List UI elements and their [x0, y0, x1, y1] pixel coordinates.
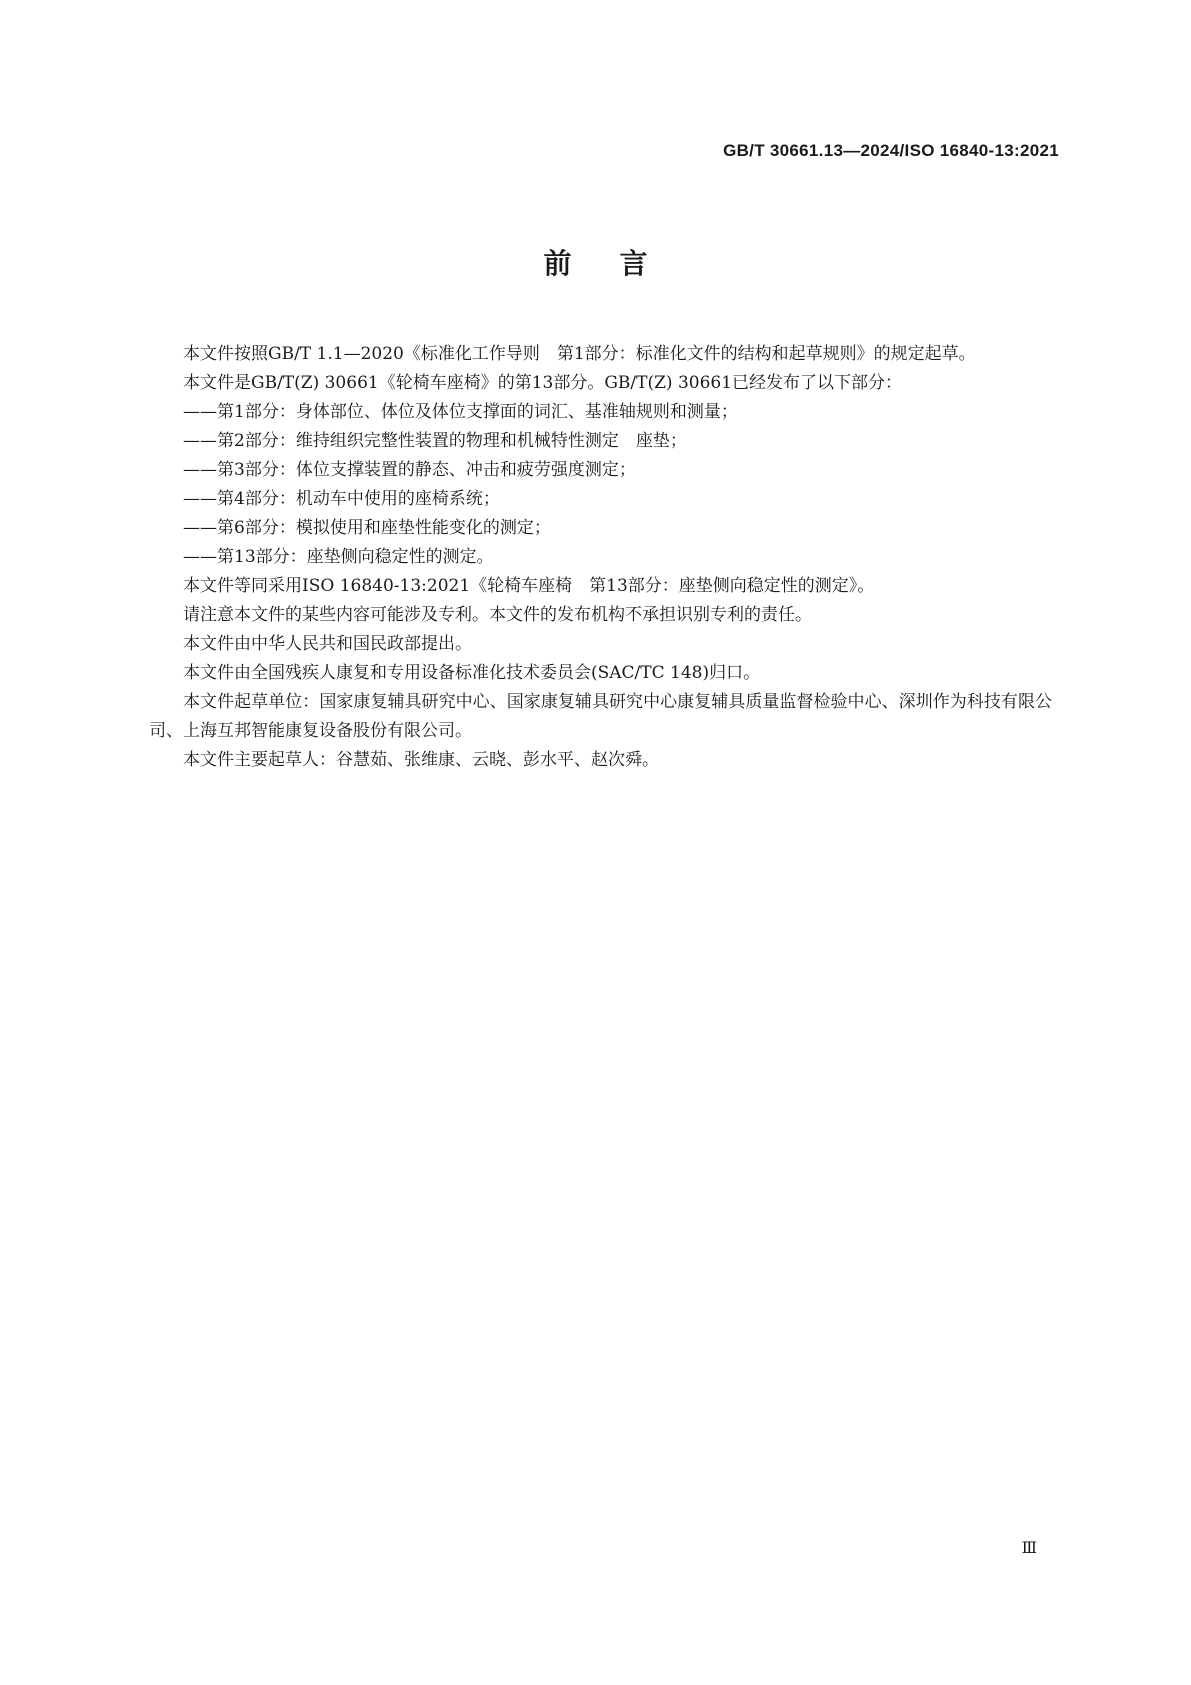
list-item: ——第6部分：模拟使用和座垫性能变化的测定； [183, 518, 551, 538]
paragraph-proposer: 本文件由中华人民共和国民政部提出。 [183, 634, 472, 654]
paragraph-drafting-units: 本文件起草单位：国家康复辅具研究中心、国家康复辅具研究中心康复辅具质量监督检验中心、深圳作为科技有限公司、上海互邦智能康复设备股份有限公司。 [149, 692, 1052, 741]
paragraph-patent-notice: 请注意本文件的某些内容可能涉及专利。本文件的发布机构不承担识别专利的责任。 [183, 605, 812, 625]
list-item: ——第2部分：维持组织完整性装置的物理和机械特性测定 座垫； [183, 431, 687, 451]
paragraph-committee: 本文件由全国残疾人康复和专用设备标准化技术委员会(SAC/TC 148)归口。 [183, 663, 761, 683]
parts-list [149, 398, 1052, 572]
page-title: 前言 [543, 247, 696, 280]
list-item: ——第13部分：座垫侧向稳定性的测定。 [183, 547, 494, 567]
list-item: ——第4部分：机动车中使用的座椅系统； [183, 489, 500, 509]
paragraph-drafting-rule: 本文件按照GB/T 1.1—2020《标准化工作导则 第1部分：标准化文件的结构和起草规则》的规定起草。 [183, 344, 976, 364]
list-item: ——第3部分：体位支撑装置的静态、冲击和疲劳强度测定； [183, 460, 636, 480]
paragraph-drafters: 本文件主要起草人：谷慧茹、张维康、云晓、彭水平、赵次舜。 [183, 750, 659, 770]
paragraph-adoption: 本文件等同采用ISO 16840-13:2021《轮椅车座椅 第13部分：座垫侧向稳定性的测定》。 [183, 576, 875, 596]
foreword-body [149, 340, 1052, 775]
page-number: Ⅲ [1021, 1540, 1037, 1557]
list-item: ——第1部分：身体部位、体位及体位支撑面的词汇、基准轴规则和测量； [183, 402, 738, 422]
paragraph-series-intro: 本文件是GB/T(Z) 30661《轮椅车座椅》的第13部分。GB/T(Z) 30661已经发布了以下部分： [183, 373, 903, 393]
document-code: GB/T 30661.13—2024/ISO 16840-13:2021 [723, 141, 1059, 160]
